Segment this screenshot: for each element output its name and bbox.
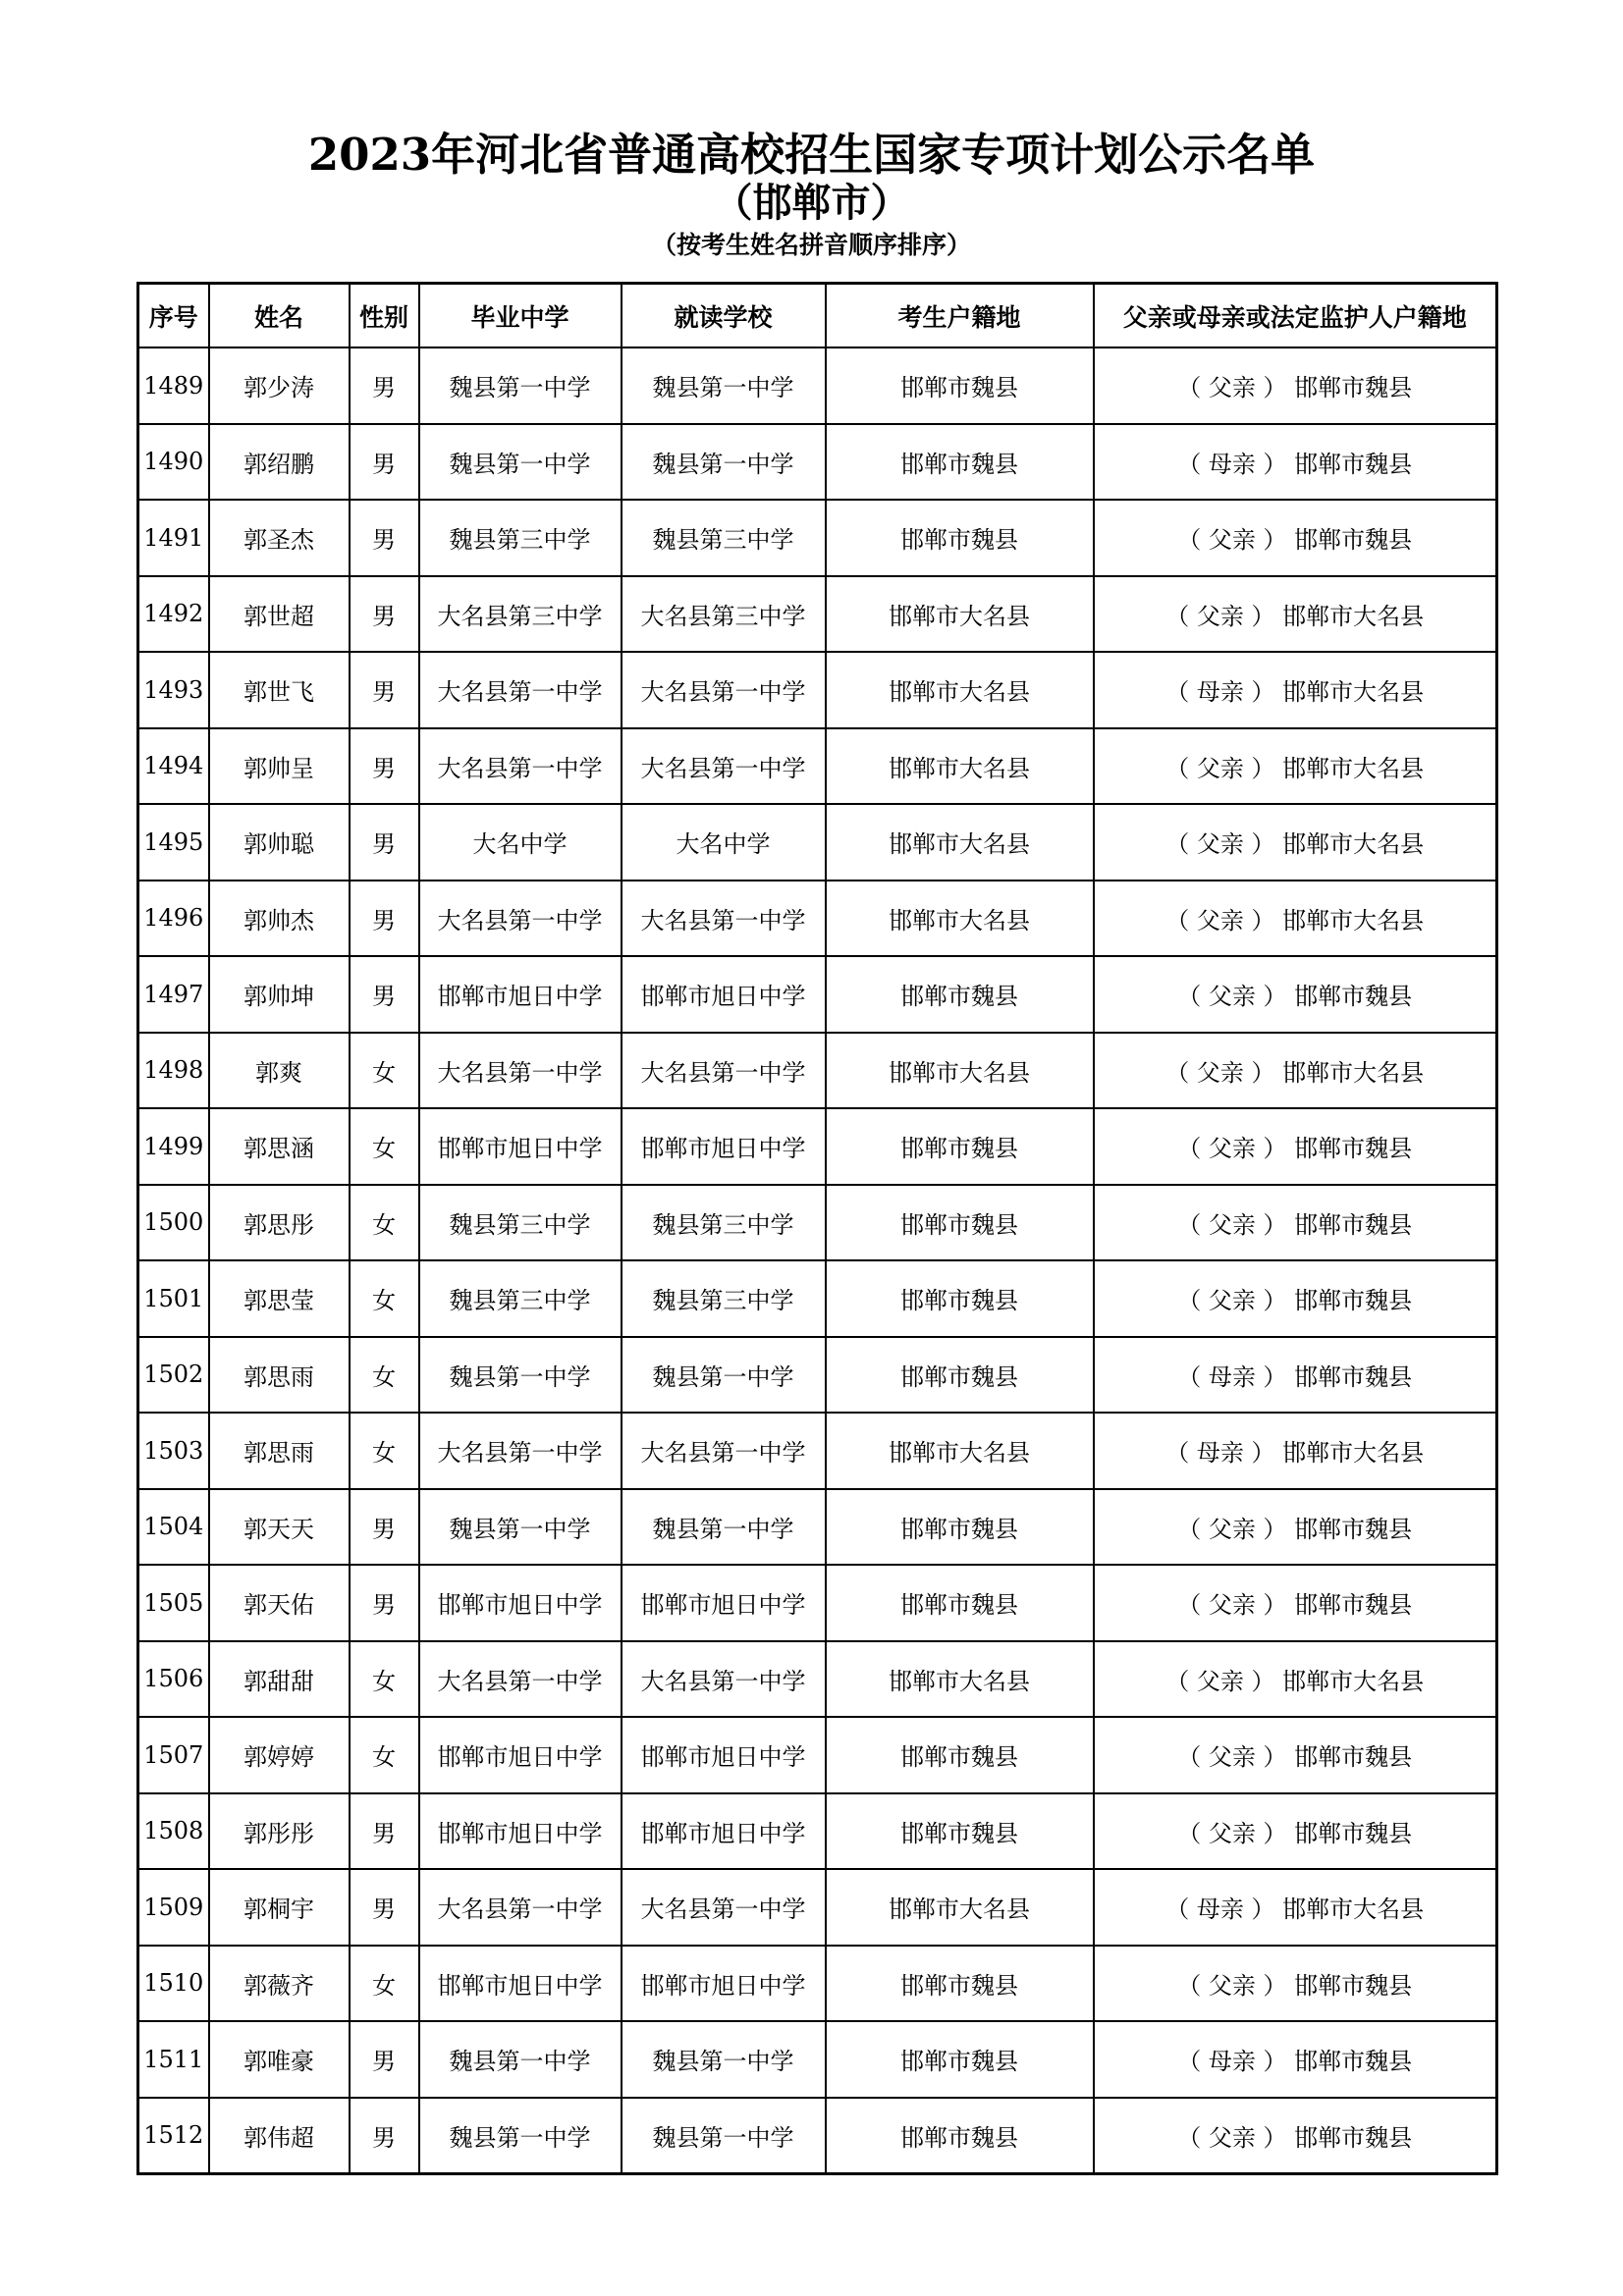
- page-title: 2023年河北省普通高校招生国家专项计划公示名单: [307, 129, 1316, 181]
- cell-gender: 男: [350, 1489, 419, 1566]
- cell-gender: 男: [350, 576, 419, 653]
- cell-no: 1495: [138, 804, 209, 881]
- cell-current-school: 邯郸市旭日中学: [622, 956, 826, 1033]
- cell-no: 1508: [138, 1793, 209, 1870]
- cell-name: 郭天天: [209, 1489, 350, 1566]
- cell-guardian: （ 母亲 ） 邯郸市魏县: [1094, 1337, 1497, 1414]
- cell-current-school: 大名县第一中学: [622, 1869, 826, 1946]
- cell-grad-school: 大名县第三中学: [419, 576, 622, 653]
- table-row: [138, 1260, 1497, 1337]
- column-header-grad-school: 毕业中学: [419, 284, 622, 348]
- cell-grad-school: 大名县第一中学: [419, 652, 622, 728]
- cell-current-school: 魏县第一中学: [622, 2021, 826, 2098]
- cell-guardian: （ 父亲 ） 邯郸市大名县: [1094, 1641, 1497, 1718]
- cell-no: 1506: [138, 1641, 209, 1718]
- cell-name: 郭绍鹏: [209, 424, 350, 501]
- cell-no: 1511: [138, 2021, 209, 2098]
- cell-gender: 女: [350, 1413, 419, 1489]
- cell-gender: 男: [350, 2021, 419, 2098]
- cell-name: 郭世超: [209, 576, 350, 653]
- table-row: [138, 1565, 1497, 1641]
- cell-guardian: （ 父亲 ） 邯郸市魏县: [1094, 1793, 1497, 1870]
- cell-current-school: 魏县第一中学: [622, 2098, 826, 2174]
- cell-gender: 男: [350, 728, 419, 805]
- cell-name: 郭爽: [209, 1033, 350, 1109]
- cell-hukou: 邯郸市大名县: [826, 652, 1094, 728]
- cell-name: 郭帅杰: [209, 881, 350, 957]
- table-row: [138, 1793, 1497, 1870]
- cell-guardian: （ 父亲 ） 邯郸市魏县: [1094, 1185, 1497, 1261]
- cell-grad-school: 魏县第三中学: [419, 1185, 622, 1261]
- cell-name: 郭帅坤: [209, 956, 350, 1033]
- cell-current-school: 邯郸市旭日中学: [622, 1793, 826, 1870]
- column-header-gender: 性别: [350, 284, 419, 348]
- cell-gender: 女: [350, 1717, 419, 1793]
- column-header-hukou: 考生户籍地: [826, 284, 1094, 348]
- cell-guardian: （ 父亲 ） 邯郸市魏县: [1094, 500, 1497, 576]
- cell-grad-school: 大名县第一中学: [419, 1641, 622, 1718]
- cell-hukou: 邯郸市魏县: [826, 424, 1094, 501]
- cell-grad-school: 邯郸市旭日中学: [419, 1108, 622, 1185]
- cell-gender: 男: [350, 956, 419, 1033]
- cell-guardian: （ 母亲 ） 邯郸市大名县: [1094, 1869, 1497, 1946]
- cell-hukou: 邯郸市大名县: [826, 576, 1094, 653]
- cell-hukou: 邯郸市魏县: [826, 1793, 1094, 1870]
- cell-grad-school: 魏县第一中学: [419, 424, 622, 501]
- cell-gender: 男: [350, 1793, 419, 1870]
- table-body: [138, 347, 1497, 2174]
- table-row: [138, 956, 1497, 1033]
- cell-guardian: （ 父亲 ） 邯郸市魏县: [1094, 347, 1497, 424]
- table-row: [138, 1108, 1497, 1185]
- cell-name: 郭思雨: [209, 1337, 350, 1414]
- cell-grad-school: 邯郸市旭日中学: [419, 1946, 622, 2022]
- cell-grad-school: 邯郸市旭日中学: [419, 956, 622, 1033]
- cell-name: 郭帅聪: [209, 804, 350, 881]
- table-row: [138, 1641, 1497, 1718]
- table-row: [138, 576, 1497, 653]
- table-row: [138, 1337, 1497, 1414]
- cell-hukou: 邯郸市魏县: [826, 2098, 1094, 2174]
- cell-hukou: 邯郸市魏县: [826, 500, 1094, 576]
- cell-grad-school: 邯郸市旭日中学: [419, 1717, 622, 1793]
- cell-gender: 男: [350, 1869, 419, 1946]
- cell-hukou: 邯郸市大名县: [826, 1869, 1094, 1946]
- table-header-row: [138, 284, 1497, 348]
- cell-current-school: 邯郸市旭日中学: [622, 1108, 826, 1185]
- cell-guardian: （ 父亲 ） 邯郸市魏县: [1094, 956, 1497, 1033]
- cell-hukou: 邯郸市大名县: [826, 1641, 1094, 1718]
- cell-no: 1502: [138, 1337, 209, 1414]
- cell-name: 郭思彤: [209, 1185, 350, 1261]
- cell-hukou: 邯郸市魏县: [826, 1260, 1094, 1337]
- cell-no: 1504: [138, 1489, 209, 1566]
- table-row: [138, 881, 1497, 957]
- cell-grad-school: 大名县第一中学: [419, 728, 622, 805]
- cell-gender: 男: [350, 652, 419, 728]
- page-subtitle: （邯郸市）: [713, 180, 910, 226]
- cell-name: 郭少涛: [209, 347, 350, 424]
- cell-current-school: 大名县第三中学: [622, 576, 826, 653]
- cell-current-school: 邯郸市旭日中学: [622, 1565, 826, 1641]
- cell-name: 郭圣杰: [209, 500, 350, 576]
- cell-guardian: （ 母亲 ） 邯郸市大名县: [1094, 1413, 1497, 1489]
- table-row: [138, 2021, 1497, 2098]
- table-row: [138, 804, 1497, 881]
- cell-hukou: 邯郸市魏县: [826, 1337, 1094, 1414]
- cell-name: 郭思涵: [209, 1108, 350, 1185]
- cell-hukou: 邯郸市魏县: [826, 1946, 1094, 2022]
- cell-no: 1507: [138, 1717, 209, 1793]
- sort-note: （按考生姓名拼音顺序排序）: [651, 231, 971, 259]
- cell-hukou: 邯郸市大名县: [826, 728, 1094, 805]
- table-row: [138, 1185, 1497, 1261]
- column-header-current-school: 就读学校: [622, 284, 826, 348]
- cell-current-school: 邯郸市旭日中学: [622, 1717, 826, 1793]
- cell-name: 郭彤彤: [209, 1793, 350, 1870]
- cell-no: 1505: [138, 1565, 209, 1641]
- cell-gender: 男: [350, 424, 419, 501]
- cell-gender: 男: [350, 881, 419, 957]
- cell-hukou: 邯郸市大名县: [826, 1413, 1094, 1489]
- cell-current-school: 魏县第三中学: [622, 500, 826, 576]
- cell-grad-school: 大名县第一中学: [419, 881, 622, 957]
- cell-grad-school: 魏县第一中学: [419, 1337, 622, 1414]
- table-row: [138, 728, 1497, 805]
- cell-no: 1497: [138, 956, 209, 1033]
- cell-gender: 男: [350, 1565, 419, 1641]
- cell-name: 郭唯豪: [209, 2021, 350, 2098]
- table-row: [138, 424, 1497, 501]
- cell-grad-school: 邯郸市旭日中学: [419, 1793, 622, 1870]
- cell-no: 1490: [138, 424, 209, 501]
- table-row: [138, 347, 1497, 424]
- cell-no: 1494: [138, 728, 209, 805]
- cell-no: 1498: [138, 1033, 209, 1109]
- cell-guardian: （ 父亲 ） 邯郸市大名县: [1094, 804, 1497, 881]
- cell-no: 1492: [138, 576, 209, 653]
- cell-guardian: （ 父亲 ） 邯郸市大名县: [1094, 881, 1497, 957]
- cell-gender: 女: [350, 1641, 419, 1718]
- cell-current-school: 大名县第一中学: [622, 728, 826, 805]
- cell-guardian: （ 父亲 ） 邯郸市魏县: [1094, 2098, 1497, 2174]
- cell-name: 郭天佑: [209, 1565, 350, 1641]
- cell-grad-school: 大名县第一中学: [419, 1033, 622, 1109]
- cell-current-school: 魏县第三中学: [622, 1185, 826, 1261]
- cell-current-school: 大名县第一中学: [622, 881, 826, 957]
- cell-name: 郭桐宇: [209, 1869, 350, 1946]
- cell-current-school: 魏县第一中学: [622, 1489, 826, 1566]
- cell-grad-school: 大名中学: [419, 804, 622, 881]
- table-row: [138, 1033, 1497, 1109]
- cell-hukou: 邯郸市大名县: [826, 881, 1094, 957]
- cell-guardian: （ 父亲 ） 邯郸市大名县: [1094, 576, 1497, 653]
- cell-name: 郭思莹: [209, 1260, 350, 1337]
- cell-no: 1496: [138, 881, 209, 957]
- cell-no: 1503: [138, 1413, 209, 1489]
- cell-guardian: （ 父亲 ） 邯郸市魏县: [1094, 1108, 1497, 1185]
- table-row: [138, 1717, 1497, 1793]
- cell-gender: 男: [350, 2098, 419, 2174]
- cell-name: 郭婷婷: [209, 1717, 350, 1793]
- cell-gender: 女: [350, 1108, 419, 1185]
- cell-gender: 男: [350, 804, 419, 881]
- cell-no: 1493: [138, 652, 209, 728]
- cell-grad-school: 魏县第一中学: [419, 2021, 622, 2098]
- column-header-guardian: 父亲或母亲或法定监护人户籍地: [1094, 284, 1497, 348]
- cell-grad-school: 大名县第一中学: [419, 1413, 622, 1489]
- cell-hukou: 邯郸市魏县: [826, 347, 1094, 424]
- cell-guardian: （ 母亲 ） 邯郸市魏县: [1094, 424, 1497, 501]
- cell-hukou: 邯郸市魏县: [826, 1565, 1094, 1641]
- cell-no: 1491: [138, 500, 209, 576]
- cell-current-school: 大名中学: [622, 804, 826, 881]
- cell-no: 1489: [138, 347, 209, 424]
- cell-gender: 女: [350, 1260, 419, 1337]
- cell-hukou: 邯郸市魏县: [826, 1489, 1094, 1566]
- cell-current-school: 大名县第一中学: [622, 652, 826, 728]
- cell-name: 郭思雨: [209, 1413, 350, 1489]
- table-row: [138, 1946, 1497, 2022]
- cell-guardian: （ 父亲 ） 邯郸市魏县: [1094, 1946, 1497, 2022]
- cell-hukou: 邯郸市魏县: [826, 956, 1094, 1033]
- cell-grad-school: 魏县第一中学: [419, 347, 622, 424]
- cell-no: 1510: [138, 1946, 209, 2022]
- cell-guardian: （ 父亲 ） 邯郸市魏县: [1094, 1489, 1497, 1566]
- cell-gender: 男: [350, 500, 419, 576]
- cell-hukou: 邯郸市魏县: [826, 2021, 1094, 2098]
- table-row: [138, 1413, 1497, 1489]
- column-header-name: 姓名: [209, 284, 350, 348]
- cell-name: 郭伟超: [209, 2098, 350, 2174]
- cell-hukou: 邯郸市魏县: [826, 1185, 1094, 1261]
- cell-no: 1500: [138, 1185, 209, 1261]
- cell-grad-school: 大名县第一中学: [419, 1869, 622, 1946]
- cell-current-school: 魏县第一中学: [622, 1337, 826, 1414]
- cell-gender: 女: [350, 1185, 419, 1261]
- cell-gender: 女: [350, 1337, 419, 1414]
- cell-no: 1512: [138, 2098, 209, 2174]
- cell-hukou: 邯郸市魏县: [826, 1108, 1094, 1185]
- cell-no: 1501: [138, 1260, 209, 1337]
- cell-name: 郭世飞: [209, 652, 350, 728]
- cell-grad-school: 魏县第三中学: [419, 500, 622, 576]
- cell-name: 郭甜甜: [209, 1641, 350, 1718]
- cell-gender: 女: [350, 1946, 419, 2022]
- cell-name: 郭帅呈: [209, 728, 350, 805]
- cell-guardian: （ 父亲 ） 邯郸市魏县: [1094, 1717, 1497, 1793]
- table-row: [138, 1489, 1497, 1566]
- cell-current-school: 魏县第三中学: [622, 1260, 826, 1337]
- cell-guardian: （ 父亲 ） 邯郸市魏县: [1094, 1260, 1497, 1337]
- cell-guardian: （ 母亲 ） 邯郸市魏县: [1094, 2021, 1497, 2098]
- table-row: [138, 652, 1497, 728]
- cell-guardian: （ 父亲 ） 邯郸市大名县: [1094, 728, 1497, 805]
- cell-gender: 男: [350, 347, 419, 424]
- cell-current-school: 大名县第一中学: [622, 1641, 826, 1718]
- cell-no: 1499: [138, 1108, 209, 1185]
- cell-name: 郭薇齐: [209, 1946, 350, 2022]
- cell-no: 1509: [138, 1869, 209, 1946]
- cell-guardian: （ 父亲 ） 邯郸市大名县: [1094, 1033, 1497, 1109]
- cell-current-school: 魏县第一中学: [622, 347, 826, 424]
- cell-hukou: 邯郸市大名县: [826, 1033, 1094, 1109]
- cell-grad-school: 魏县第一中学: [419, 1489, 622, 1566]
- cell-gender: 女: [350, 1033, 419, 1109]
- table-row: [138, 1869, 1497, 1946]
- cell-current-school: 大名县第一中学: [622, 1413, 826, 1489]
- roster-table: [136, 282, 1498, 2175]
- cell-grad-school: 魏县第三中学: [419, 1260, 622, 1337]
- cell-hukou: 邯郸市魏县: [826, 1717, 1094, 1793]
- cell-current-school: 邯郸市旭日中学: [622, 1946, 826, 2022]
- column-header-no: 序号: [138, 284, 209, 348]
- cell-current-school: 大名县第一中学: [622, 1033, 826, 1109]
- cell-current-school: 魏县第一中学: [622, 424, 826, 501]
- table-row: [138, 500, 1497, 576]
- cell-grad-school: 魏县第一中学: [419, 2098, 622, 2174]
- cell-grad-school: 邯郸市旭日中学: [419, 1565, 622, 1641]
- cell-guardian: （ 父亲 ） 邯郸市魏县: [1094, 1565, 1497, 1641]
- cell-hukou: 邯郸市大名县: [826, 804, 1094, 881]
- table-row: [138, 2098, 1497, 2174]
- cell-guardian: （ 母亲 ） 邯郸市大名县: [1094, 652, 1497, 728]
